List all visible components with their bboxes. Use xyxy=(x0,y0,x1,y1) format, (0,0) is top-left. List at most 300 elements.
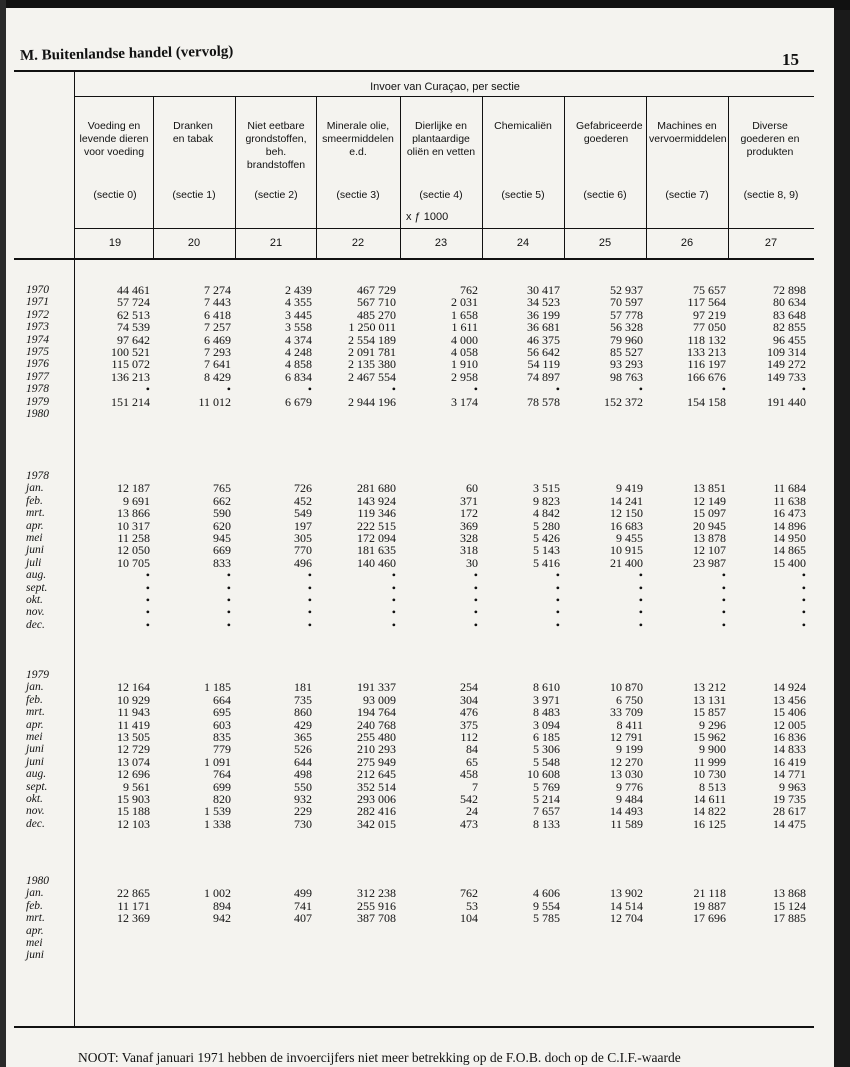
table-cell xyxy=(294,937,312,949)
table-cell: 70 597 xyxy=(610,295,643,310)
table-cell: 1 910 xyxy=(451,357,478,372)
table-cell: 17 885 xyxy=(773,911,806,926)
table-cell: 152 372 xyxy=(604,394,643,409)
table-cell xyxy=(117,937,150,949)
table-cell: 254 xyxy=(460,680,478,695)
table-cell: • xyxy=(555,568,560,583)
data-column xyxy=(693,669,726,830)
table-cell xyxy=(460,937,478,949)
data-column xyxy=(773,669,806,830)
table-cell: 98 763 xyxy=(610,369,643,384)
table-cell: 14 924 xyxy=(773,680,806,695)
col-divider xyxy=(564,96,565,258)
table-cell: 549 xyxy=(294,506,312,521)
table-cell: 499 xyxy=(294,886,312,901)
table-cell: 3 515 xyxy=(533,481,560,496)
table-cell: 7 274 xyxy=(204,283,231,297)
row-label: feb. xyxy=(26,693,43,706)
row-label: 1978 xyxy=(26,470,49,482)
table-cell: 143 924 xyxy=(357,493,396,508)
table-cell: 15 400 xyxy=(773,555,806,570)
data-column xyxy=(117,470,150,631)
row-labels xyxy=(26,669,49,830)
data-column xyxy=(767,284,806,420)
row-label: apr. xyxy=(26,924,44,937)
table-cell: • xyxy=(638,382,643,397)
table-cell: 7 293 xyxy=(204,344,231,359)
header-rule-bottom xyxy=(14,258,814,260)
table-cell: 4 000 xyxy=(451,332,478,347)
column-number: 19 xyxy=(108,237,122,249)
table-cell: 7 257 xyxy=(204,320,231,335)
data-column xyxy=(604,284,643,420)
table-cell: • xyxy=(555,605,560,620)
data-column xyxy=(357,470,396,631)
table-cell: 762 xyxy=(460,886,478,901)
table-cell: 2 944 196 xyxy=(348,394,396,409)
table-cell xyxy=(773,949,806,961)
table-cell: • xyxy=(307,617,312,632)
table-cell: 3 174 xyxy=(451,394,478,409)
row-label: dec. xyxy=(26,618,45,631)
row-label: 1971 xyxy=(26,296,49,309)
table-cell: • xyxy=(638,580,643,595)
table-cell: • xyxy=(145,605,150,620)
column-number: 27 xyxy=(764,237,778,249)
data-column xyxy=(204,875,231,962)
table-cell: 14 475 xyxy=(773,816,806,831)
table-cell xyxy=(527,408,560,420)
table-cell: 17 696 xyxy=(693,911,726,926)
table-cell: 12 270 xyxy=(610,754,643,769)
table-cell: • xyxy=(391,580,396,595)
table-cell: 4 058 xyxy=(451,344,478,359)
table-cell: 212 645 xyxy=(357,767,396,782)
table-cell: 36 199 xyxy=(527,307,560,322)
table-cell: 16 683 xyxy=(610,518,643,533)
table-cell: 16 473 xyxy=(773,506,806,521)
table-cell: • xyxy=(145,568,150,583)
table-cell: 133 213 xyxy=(687,344,726,359)
table-cell: 56 642 xyxy=(527,344,560,359)
table-cell xyxy=(285,408,312,420)
table-cell: 23 987 xyxy=(693,555,726,570)
data-column xyxy=(285,284,312,420)
table-cell: • xyxy=(638,592,643,607)
table-cell: 458 xyxy=(460,767,478,782)
table-cell: 9 691 xyxy=(123,493,150,508)
table-cell: 9 296 xyxy=(699,717,726,732)
table-cell: 8 483 xyxy=(533,705,560,720)
row-label: okt. xyxy=(26,792,43,805)
column-section-code: (sectie 4) xyxy=(419,189,463,201)
table-cell: 10 705 xyxy=(117,555,150,570)
table-cell: 4 858 xyxy=(285,357,312,372)
row-label: juni xyxy=(26,544,44,557)
column-section-code: (sectie 0) xyxy=(93,189,137,201)
table-cell: • xyxy=(391,382,396,397)
table-cell: 13 868 xyxy=(773,886,806,901)
table-cell: 860 xyxy=(294,705,312,720)
table-cell: 109 314 xyxy=(767,344,806,359)
table-cell: 452 xyxy=(294,493,312,508)
table-cell: 9 561 xyxy=(123,779,150,794)
column-number: 20 xyxy=(187,237,201,249)
table-cell: 56 328 xyxy=(610,320,643,335)
table-cell: 7 xyxy=(472,779,478,794)
table-cell xyxy=(204,949,231,961)
table-cell: 5 280 xyxy=(533,518,560,533)
row-label: 1977 xyxy=(26,370,49,383)
row-labels xyxy=(26,284,49,420)
table-cell: 93 009 xyxy=(363,692,396,707)
section-title: M. Buitenlandse handel (vervolg) xyxy=(19,43,234,64)
table-cell: • xyxy=(307,580,312,595)
row-label: 1980 xyxy=(26,407,49,420)
table-cell: 371 xyxy=(460,493,478,508)
col-divider xyxy=(316,96,317,258)
table-cell: 542 xyxy=(460,791,478,806)
table-cell: 2 091 781 xyxy=(348,344,396,359)
table-cell: • xyxy=(473,617,478,632)
row-label: 1972 xyxy=(26,308,49,321)
table-cell: • xyxy=(638,568,643,583)
col-divider xyxy=(646,96,647,258)
row-label: mrt. xyxy=(26,912,45,925)
table-cell: 2 135 380 xyxy=(348,357,396,372)
column-number: 22 xyxy=(351,237,365,249)
table-cell: 83 648 xyxy=(773,307,806,322)
table-cell: 387 708 xyxy=(357,911,396,926)
col-divider xyxy=(728,96,729,258)
table-cell: 9 963 xyxy=(779,779,806,794)
table-cell: 21 400 xyxy=(610,555,643,570)
data-column xyxy=(213,470,231,631)
table-cell: 53 xyxy=(466,898,478,913)
table-cell: 730 xyxy=(294,816,312,831)
table-cell: 7 443 xyxy=(204,295,231,310)
table-cell: 210 293 xyxy=(357,742,396,757)
table-cell: 13 866 xyxy=(117,506,150,521)
row-label: 1976 xyxy=(26,358,49,371)
table-cell: • xyxy=(473,605,478,620)
table-cell: 3 558 xyxy=(285,320,312,335)
col-divider xyxy=(235,96,236,258)
table-cell: 5 143 xyxy=(533,543,560,558)
table-cell: 7 657 xyxy=(533,804,560,819)
table-cell: 1 250 011 xyxy=(348,320,396,335)
table-cell: 11 999 xyxy=(693,754,726,769)
table-cell: 14 833 xyxy=(773,742,806,757)
data-column xyxy=(460,875,478,962)
table-cell: • xyxy=(721,568,726,583)
table-cell xyxy=(460,925,478,937)
unit-label: x ƒ 1000 xyxy=(406,211,449,223)
table-cell xyxy=(348,408,396,420)
row-labels xyxy=(26,875,49,962)
table-cell: 116 197 xyxy=(687,357,726,372)
table-cell xyxy=(198,408,231,420)
table-cell: 75 657 xyxy=(693,283,726,297)
table-cell: 5 416 xyxy=(533,555,560,570)
column-header: Niet eetbare grondstoffen, beh. brandstoffen xyxy=(245,120,307,171)
table-cell: 328 xyxy=(460,530,478,545)
table-cell: 820 xyxy=(213,791,231,806)
column-section-code: (sectie 1) xyxy=(172,189,216,201)
table-cell: 12 149 xyxy=(693,493,726,508)
footnote: NOOT: Vanaf januari 1971 hebben de invoercijfers niet meer betrekking op de F.O.B. doch op de C.I.F.-waarde xyxy=(78,1050,681,1065)
column-number: 21 xyxy=(269,237,283,249)
table-cell: 375 xyxy=(460,717,478,732)
table-cell: 140 460 xyxy=(357,555,396,570)
table-cell: 24 xyxy=(466,804,478,819)
row-label: 1978 xyxy=(26,383,49,396)
table-cell: 15 188 xyxy=(117,804,150,819)
table-cell: 85 527 xyxy=(610,344,643,359)
column-header: Dierlijke en plantaardige oliën en vetten xyxy=(406,120,476,158)
table-cell: 80 634 xyxy=(773,295,806,310)
table-cell: 119 346 xyxy=(357,506,396,521)
table-cell: 21 118 xyxy=(693,886,726,901)
column-number: 25 xyxy=(598,237,612,249)
table-cell: • xyxy=(555,617,560,632)
table-cell: 100 521 xyxy=(111,344,150,359)
table-cell: 15 903 xyxy=(117,791,150,806)
table-cell: 11 258 xyxy=(117,530,150,545)
table-cell: 6 679 xyxy=(285,394,312,409)
row-label: juni xyxy=(26,949,44,962)
data-column xyxy=(117,875,150,962)
table-cell: 11 684 xyxy=(773,481,806,496)
table-cell: 14 771 xyxy=(773,767,806,782)
data-column xyxy=(294,669,312,830)
table-cell: 2 031 xyxy=(451,295,478,310)
row-label: nov. xyxy=(26,805,45,818)
column-number: 24 xyxy=(516,237,530,249)
table-cell: 14 493 xyxy=(610,804,643,819)
table-cell: 4 374 xyxy=(285,332,312,347)
data-column xyxy=(527,669,560,830)
table-cell: 5 548 xyxy=(533,754,560,769)
table-cell: • xyxy=(801,592,806,607)
header-rule-main xyxy=(74,96,814,97)
table-cell: 12 103 xyxy=(117,816,150,831)
column-number: 23 xyxy=(434,237,448,249)
col-divider xyxy=(400,96,401,258)
table-cell xyxy=(451,408,478,420)
table-cell: 726 xyxy=(294,481,312,496)
table-cell: 644 xyxy=(294,754,312,769)
table-cell: 74 539 xyxy=(117,320,150,335)
table-cell: • xyxy=(473,382,478,397)
table-cell: 172 094 xyxy=(357,530,396,545)
table-cell: • xyxy=(721,382,726,397)
table-cell: 181 xyxy=(294,680,312,695)
table-cell: • xyxy=(307,605,312,620)
table-cell xyxy=(533,937,560,949)
row-label: 1970 xyxy=(26,284,49,296)
column-section-code: (sectie 8, 9) xyxy=(743,189,799,201)
table-cell: 19 887 xyxy=(693,898,726,913)
table-cell: • xyxy=(721,580,726,595)
table-cell: 16 419 xyxy=(773,754,806,769)
table-cell: 894 xyxy=(213,898,231,913)
table-cell: 57 724 xyxy=(117,295,150,310)
table-cell: • xyxy=(473,592,478,607)
table-cell: 9 900 xyxy=(699,742,726,757)
table-cell: 10 915 xyxy=(610,543,643,558)
table-cell: • xyxy=(391,568,396,583)
column-section-code: (sectie 7) xyxy=(665,189,709,201)
table-cell: • xyxy=(226,568,231,583)
table-cell: 36 681 xyxy=(527,320,560,335)
table-cell: 19 735 xyxy=(773,791,806,806)
table-cell: 154 158 xyxy=(687,394,726,409)
table-cell: 33 709 xyxy=(610,705,643,720)
table-cell: • xyxy=(721,617,726,632)
row-label: nov. xyxy=(26,606,45,619)
table-cell xyxy=(693,949,726,961)
row-label: 1979 xyxy=(26,669,49,681)
table-main-header: Invoer van Curaçao, per sectie xyxy=(370,81,520,93)
table-cell: 44 461 xyxy=(117,283,150,297)
data-column xyxy=(533,470,560,631)
table-cell: 4 355 xyxy=(285,295,312,310)
row-label: feb. xyxy=(26,899,43,912)
table-cell xyxy=(773,925,806,937)
table-cell: 312 238 xyxy=(357,886,396,901)
table-cell: 16 836 xyxy=(773,729,806,744)
table-cell: 3 971 xyxy=(533,692,560,707)
data-column xyxy=(687,284,726,420)
table-cell: 485 270 xyxy=(357,307,396,322)
table-cell: 699 xyxy=(213,779,231,794)
data-column xyxy=(610,470,643,631)
row-label: 1974 xyxy=(26,333,49,346)
table-cell: • xyxy=(145,592,150,607)
table-cell: 14 822 xyxy=(693,804,726,819)
table-cell: • xyxy=(801,580,806,595)
data-column xyxy=(111,284,150,420)
table-cell: 590 xyxy=(213,506,231,521)
table-cell: 4 248 xyxy=(285,344,312,359)
table-cell: 11 419 xyxy=(117,717,150,732)
table-cell: 13 505 xyxy=(117,729,150,744)
table-cell: 10 317 xyxy=(117,518,150,533)
data-column xyxy=(451,284,478,420)
table-cell: 15 962 xyxy=(693,729,726,744)
table-cell: 13 212 xyxy=(693,680,726,695)
table-cell: 12 704 xyxy=(610,911,643,926)
table-cell: 93 293 xyxy=(610,357,643,372)
row-label: mrt. xyxy=(26,706,45,719)
table-cell: 352 514 xyxy=(357,779,396,794)
table-cell: 13 030 xyxy=(610,767,643,782)
table-cell: 476 xyxy=(460,705,478,720)
table-top-rule xyxy=(14,70,814,72)
table-cell: 117 564 xyxy=(687,295,726,310)
table-cell: 104 xyxy=(460,911,478,926)
table-cell: 15 097 xyxy=(693,506,726,521)
table-cell: 779 xyxy=(213,742,231,757)
table-cell: 5 769 xyxy=(533,779,560,794)
table-cell xyxy=(357,949,396,961)
table-cell: 9 554 xyxy=(533,898,560,913)
table-cell: 282 416 xyxy=(357,804,396,819)
row-label: 1980 xyxy=(26,875,49,887)
row-label: apr. xyxy=(26,519,44,532)
table-cell: • xyxy=(307,382,312,397)
row-labels xyxy=(26,470,49,631)
table-cell: 15 124 xyxy=(773,898,806,913)
table-cell: 149 733 xyxy=(767,369,806,384)
row-label: 1979 xyxy=(26,395,49,408)
column-header: Gefabriceerde goederen xyxy=(576,120,643,145)
table-cell: 191 337 xyxy=(357,680,396,695)
table-cell: 30 xyxy=(466,555,478,570)
table-cell: • xyxy=(555,382,560,397)
table-cell: 13 851 xyxy=(693,481,726,496)
table-cell: 46 375 xyxy=(527,332,560,347)
table-cell xyxy=(117,949,150,961)
table-cell: • xyxy=(226,382,231,397)
table-cell: 7 641 xyxy=(204,357,231,372)
row-label: juni xyxy=(26,743,44,756)
table-cell: 1 338 xyxy=(204,816,231,831)
table-cell xyxy=(294,925,312,937)
data-column xyxy=(204,669,231,830)
header-rule-unit xyxy=(74,228,814,229)
table-cell: 12 150 xyxy=(610,506,643,521)
row-label: jan. xyxy=(26,482,44,495)
table-cell: 12 729 xyxy=(117,742,150,757)
column-section-code: (sectie 2) xyxy=(254,189,298,201)
table-cell: 6 469 xyxy=(204,332,231,347)
table-cell: 14 611 xyxy=(693,791,726,806)
table-cell: 77 050 xyxy=(693,320,726,335)
data-column xyxy=(693,875,726,962)
table-cell: 74 897 xyxy=(527,369,560,384)
table-cell: • xyxy=(638,605,643,620)
document-page xyxy=(6,8,834,1067)
table-cell: • xyxy=(307,592,312,607)
table-cell: 151 214 xyxy=(111,394,150,409)
table-cell: 1 539 xyxy=(204,804,231,819)
table-cell xyxy=(533,925,560,937)
table-cell: 15 857 xyxy=(693,705,726,720)
table-cell xyxy=(693,937,726,949)
table-cell xyxy=(204,937,231,949)
table-cell: 12 050 xyxy=(117,543,150,558)
table-cell: 695 xyxy=(213,705,231,720)
table-cell: 9 484 xyxy=(616,791,643,806)
table-cell xyxy=(687,408,726,420)
table-cell: • xyxy=(145,617,150,632)
table-cell: 6 834 xyxy=(285,369,312,384)
row-label: juli xyxy=(26,556,42,569)
row-label: apr. xyxy=(26,718,44,731)
table-cell: 293 006 xyxy=(357,791,396,806)
table-cell: • xyxy=(226,605,231,620)
table-cell: • xyxy=(801,617,806,632)
table-cell: 620 xyxy=(213,518,231,533)
table-cell xyxy=(773,937,806,949)
table-cell: • xyxy=(226,617,231,632)
table-cell: 669 xyxy=(213,543,231,558)
row-label: mrt. xyxy=(26,507,45,520)
column-section-code: (sectie 6) xyxy=(583,189,627,201)
table-cell: • xyxy=(721,605,726,620)
